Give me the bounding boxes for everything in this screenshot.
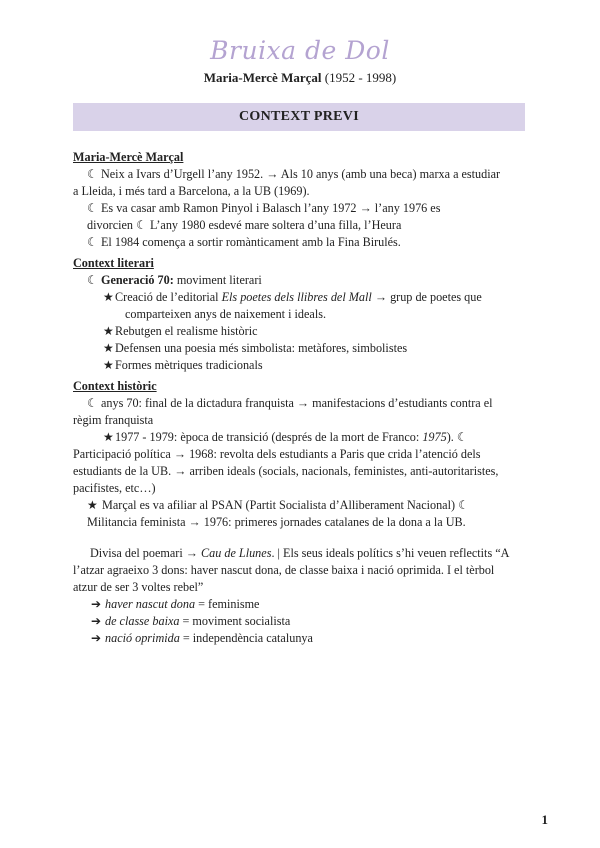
literari-bullet-1 xyxy=(73,289,528,306)
ideal-1-meaning: = feminisme xyxy=(195,597,260,611)
literari-bullet-3 xyxy=(73,340,528,357)
generacio-70-label: Generació 70: xyxy=(101,273,174,287)
ideal-3-meaning: = independència catalunya xyxy=(179,631,313,645)
literari-bullet-1-cont: comparteixen anys de naixement i ideals. xyxy=(125,307,327,321)
bio-line-5: ☾ El 1984 comença a sortir romànticament amb la Fina Birulés. xyxy=(87,235,401,249)
author-line xyxy=(0,70,600,86)
historic-line-5: pacifistes, etc…) xyxy=(73,481,156,495)
author-name: Maria-Mercè Marçal xyxy=(203,70,322,85)
star-icon: ★ xyxy=(103,324,114,338)
divisa-pre: Divisa del poemari → xyxy=(90,546,202,560)
divisa-line-2: l’atzar agraeixo 3 dons: haver nascut dona, de classe baixa i nació oprimida. I el tèrbol xyxy=(73,563,495,577)
historic-line-4: estudiants de la UB. → arriben ideals (socials, nacionals, feministes, anti-autoritaristes, xyxy=(73,464,499,478)
year-1975: 1975 xyxy=(422,430,447,444)
ideal-arrow-3 xyxy=(73,630,528,647)
divisa-line-1 xyxy=(73,545,528,562)
star-icon: ★ xyxy=(103,341,114,355)
historic-bullet-2-text: Marçal es va afiliar al PSAN (Partit Socialista d’Alliberament Nacional) ☾ xyxy=(102,498,470,512)
historic-bullet-2 xyxy=(73,497,528,514)
ideal-1-term: haver nascut dona xyxy=(105,597,196,611)
moon-icon: ☾ xyxy=(87,273,98,287)
bio-line-4: divorcien ☾ L’any 1980 esdevé mare soltera d’una filla, l’Heura xyxy=(87,218,402,232)
literari-bullet-4-text: Formes mètriques tradicionals xyxy=(115,358,263,372)
section-banner: CONTEXT PREVI xyxy=(73,103,525,131)
editorial-name: Els poetes dels llibres del Mall xyxy=(221,290,372,304)
literari-bullet-2-text: Rebutgen el realisme històric xyxy=(115,324,258,338)
bio-line-2: a Lleida, i més tard a Barcelona, a la UB (1969). xyxy=(73,184,310,198)
ideal-2-meaning: = moviment socialista xyxy=(179,614,291,628)
heading-context-literari: Context literari xyxy=(73,256,154,270)
star-icon: ★ xyxy=(87,498,98,512)
historic-line-3: Participació política → 1968: revolta dels estudiants a Paris que crida l’atenció dels xyxy=(73,447,481,461)
bio-line-1: ☾ Neix a Ivars d’Urgell l’any 1952. → Als 10 anys (amb una beca) marxa a estudiar xyxy=(87,167,501,181)
historic-bullet-1 xyxy=(73,429,528,446)
arrow-icon: ➔ xyxy=(91,597,102,611)
document-body xyxy=(73,149,528,647)
generacio-70-text: moviment literari xyxy=(173,273,262,287)
historic-line-1: ☾ anys 70: final de la dictadura franquista → manifestacions d’estudiants contra el xyxy=(87,396,493,410)
literari-bullet-1-post: → grup de poetes que xyxy=(371,290,482,304)
document-title: Bruixa de Dol xyxy=(210,36,390,65)
book-title: Cau de Llunes xyxy=(201,546,272,560)
heading-context-historic: Context històric xyxy=(73,379,157,393)
ideal-arrow-2 xyxy=(73,613,528,630)
heading-maria-merce: Maria-Mercè Marçal xyxy=(73,150,184,164)
divisa-post: . | Els seus ideals polítics s’hi veuen reflectits “A xyxy=(271,546,510,560)
historic-line-2: règim franquista xyxy=(73,413,154,427)
ideal-2-term: de classe baixa xyxy=(105,614,180,628)
literari-bullet-1-pre: Creació de l’editorial xyxy=(115,290,222,304)
author-dates: (1952 - 1998) xyxy=(324,70,397,85)
historic-bullet-1-pre: 1977 - 1979: època de transició (després de la mort de Franco: xyxy=(115,430,423,444)
literari-bullet-3-text: Defensen una poesia més simbolista: metàfores, simbolistes xyxy=(115,341,408,355)
ideal-3-term: nació oprimida xyxy=(105,631,180,645)
arrow-icon: ➔ xyxy=(91,631,102,645)
ideal-arrow-1 xyxy=(73,596,528,613)
divisa-line-3: atzur de ser 3 voltes rebel” xyxy=(73,580,204,594)
arrow-icon: ➔ xyxy=(91,614,102,628)
star-icon: ★ xyxy=(103,358,114,372)
generacio-70-line xyxy=(73,272,528,289)
historic-line-6: Militancia feminista → 1976: primeres jornades catalanes de la dona a la UB. xyxy=(87,515,466,529)
literari-bullet-2 xyxy=(73,323,528,340)
star-icon: ★ xyxy=(103,290,114,304)
bio-line-3: ☾ Es va casar amb Ramon Pinyol i Balasch l’any 1972 → l’any 1976 es xyxy=(87,201,441,215)
star-icon: ★ xyxy=(103,430,114,444)
page-number: 1 xyxy=(541,812,548,827)
historic-bullet-1-post: ). ☾ xyxy=(446,430,468,444)
literari-bullet-4 xyxy=(73,357,528,374)
